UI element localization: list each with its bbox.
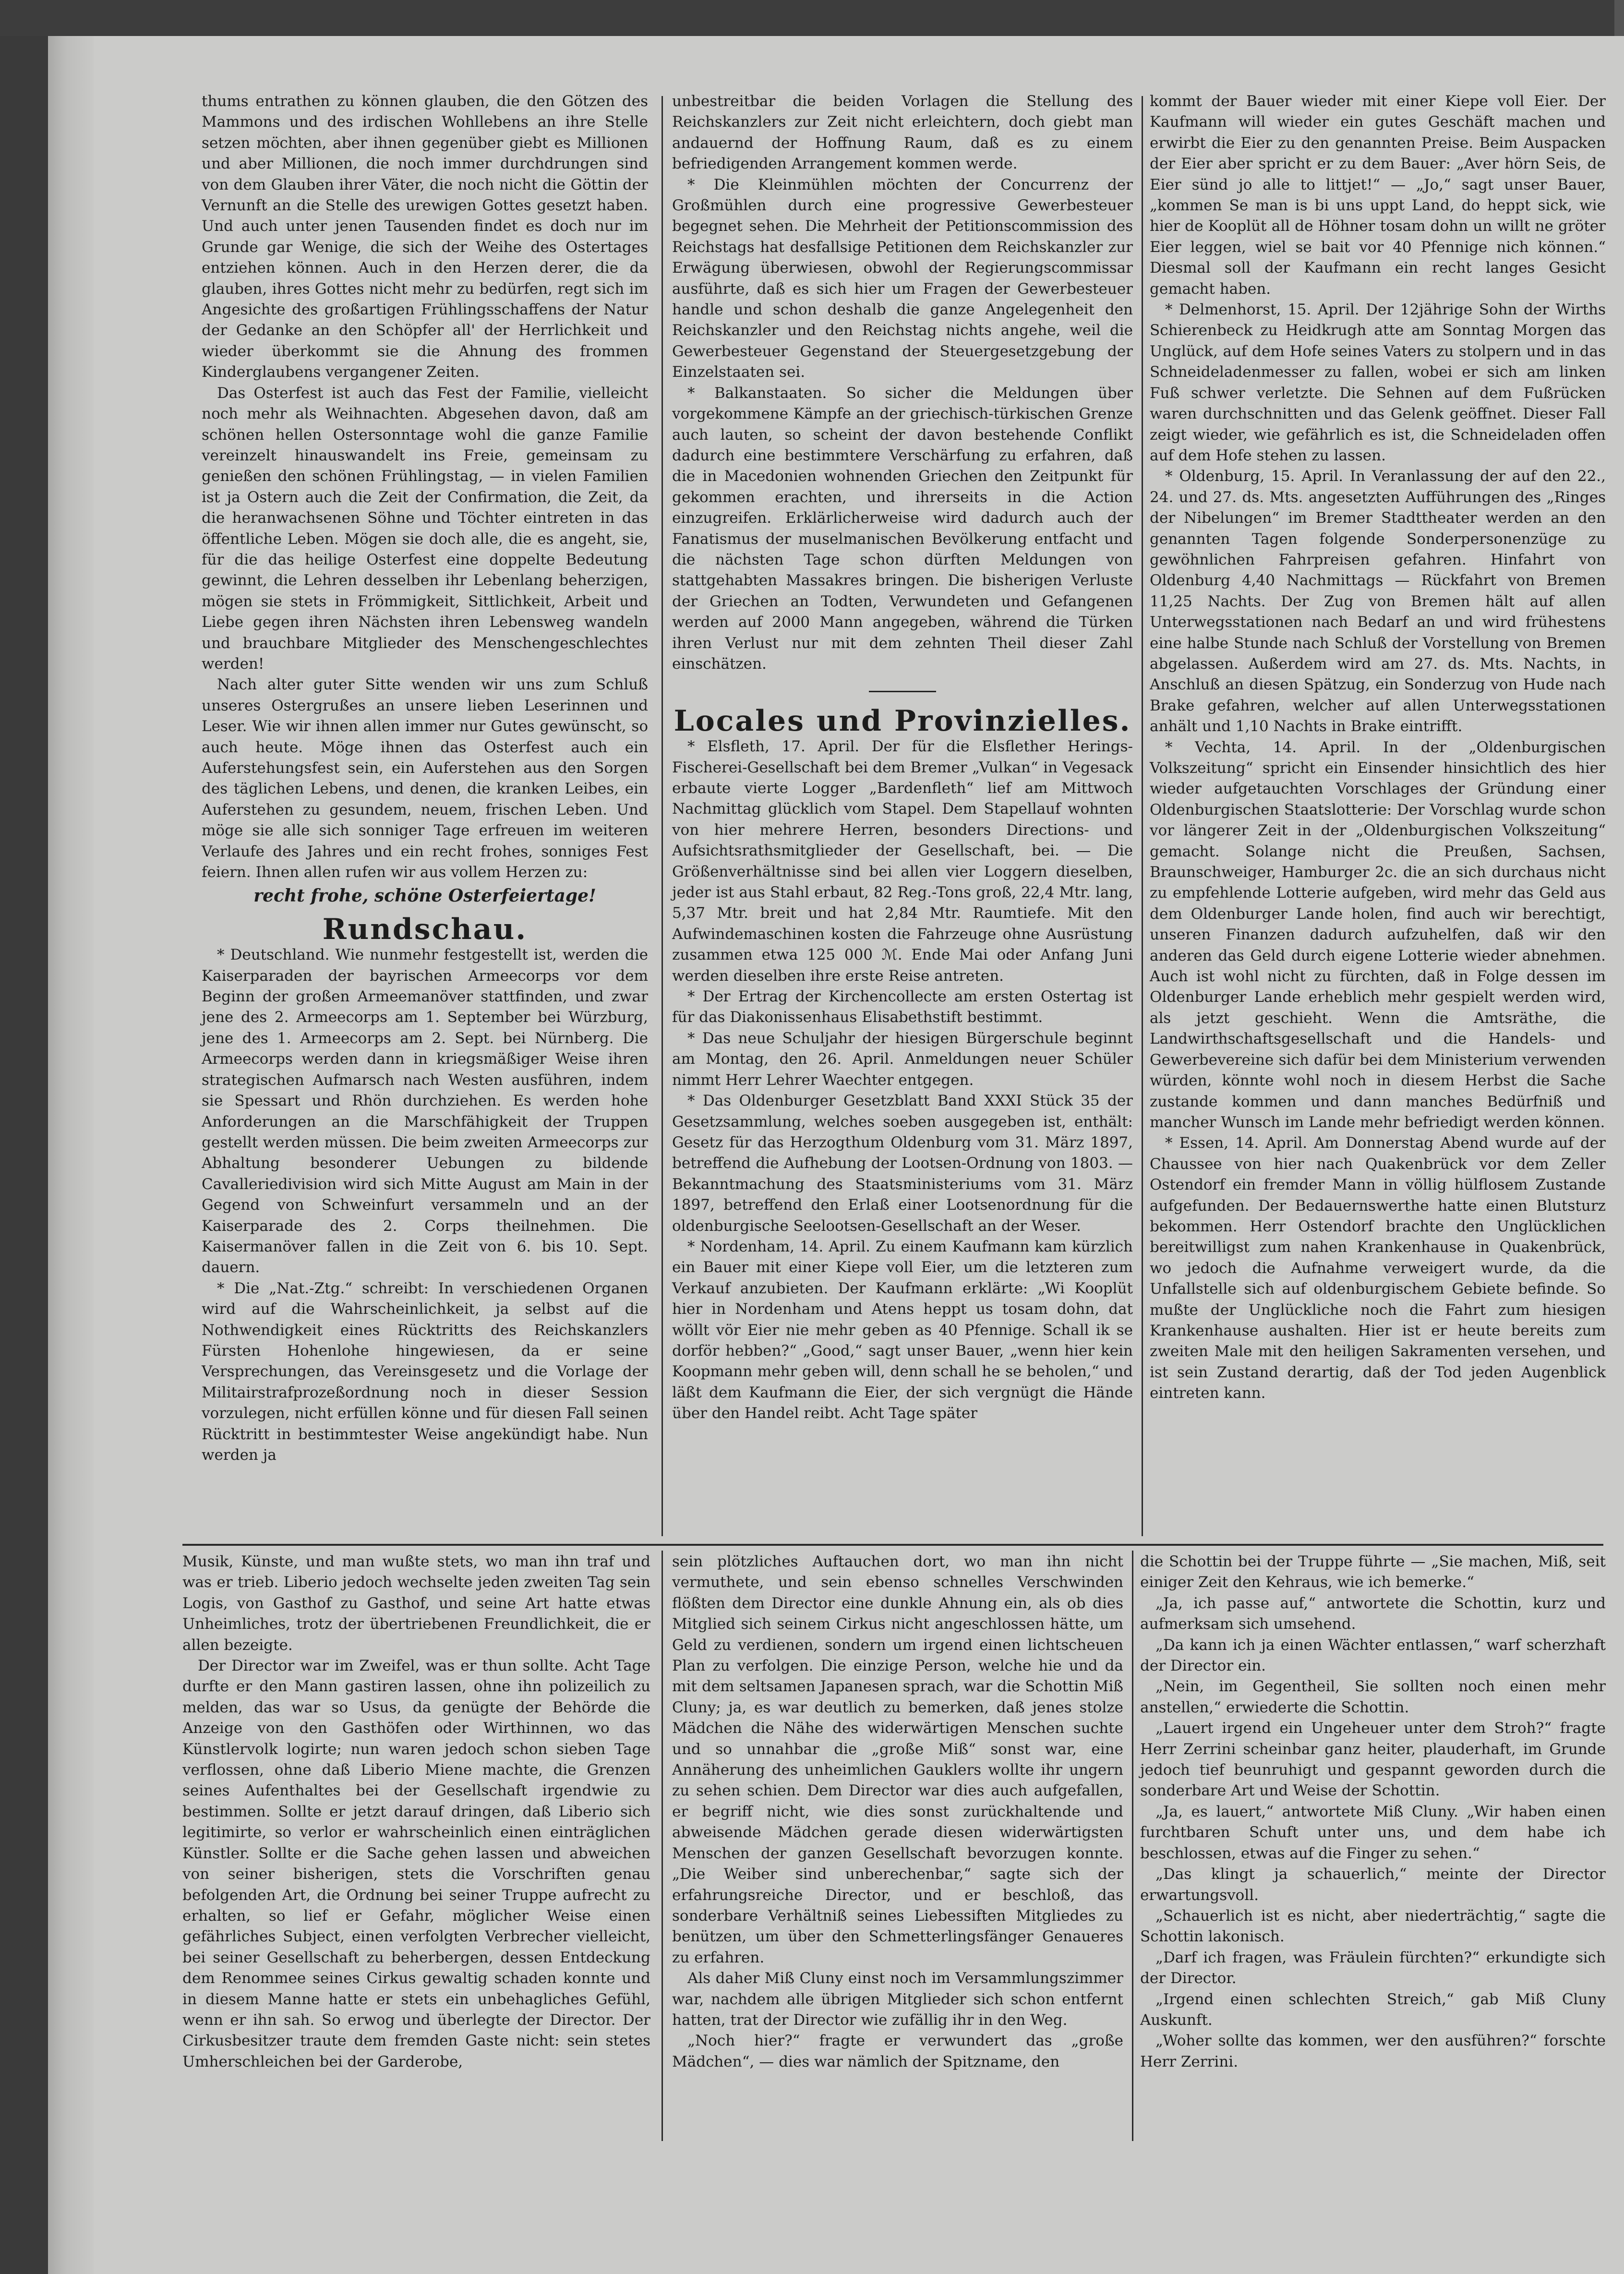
- article-paragraph: Nach alter guter Sitte wenden wir uns zum Schluß unseres Ostergrußes an unsere lieben Leserinnen und Leser. Wie wir ihnen allen immer nur Gutes gewünscht, so auch heute. Möge ihnen das Osterfest auch ein Auferstehungsfest sein, ein Auferstehen aus den Sorgen des täglichen Lebens, und denen, die kranken Leibes, ein Auferstehen zu gesundem, neuem, frischen Leben. Und möge sie alle sich sonniger Tage erfreuen im weiteren Verlaufe des Jahres und ein recht frohes, sonniges Fest feiern. Ihnen allen rufen wir aus vollem Herzen zu:: [202, 676, 648, 881]
- article-paragraph: Das Osterfest ist auch das Fest der Familie, vielleicht noch mehr als Weihnachten. Abgesehen davon, daß am schönen hellen Ostersonntage wohl die ganze Familie vereinzelt hinauswandelt ins Freie, gemeinsam zu genießen den schönen Frühlingstag, — in vielen Familien ist ja Ostern auch die Zeit der Confirmation, die Zeit, da die heranwachsenen Söhne und Töchter eintreten in das öffentliche Leben. Mögen sie doch alle, die es angeht, sie, für die das heilige Osterfest eine doppelte Bedeutung gewinnt, die Lehren desselben ihr Lebenlang beherzigen, mögen sie stets in Frömmigkeit, Sittlichkeit, Arbeit und Liebe gegen ihren Nächsten ihren Lebensweg wandeln und brauchbare Mitglieder des Menschengeschlechtes werden!: [202, 384, 648, 673]
- section-heading-locales: Locales und Provinzielles.: [674, 704, 1131, 738]
- story-paragraph: Musik, Künste, und man wußte stets, wo man ihn traf und was er trieb. Liberio jedoch wechselte jeden zweiten Tag sein Logis, von Gasthof zu Gasthof, und seine Art hatte etwas Unheimliches, trotz der übertriebenen Freundlichkeit, die er allen bezeigte.: [182, 1553, 650, 1654]
- story-paragraph: die Schottin bei der Truppe führte — „Sie machen, Miß, seit einiger Zeit den Kehraus, wie ich bemerke.“: [1140, 1553, 1606, 1591]
- top-column-3: [1150, 91, 1606, 1404]
- top-column-2: [672, 91, 1133, 1424]
- divider: [672, 677, 1133, 698]
- story-paragraph: „Lauert irgend ein Ungeheuer unter dem Stroh?“ fragte Herr Zerrini scheinbar ganz heiter, plauderhaft, im Grunde jedoch tief beunruhigt und gespannt geworden durch die sonderbare Art und Weise der Schottin.: [1140, 1720, 1606, 1800]
- news-item: * Das neue Schuljahr der hiesigen Bürgerschule beginnt am Montag, den 26. April. Anmeldungen neuer Schüler nimmt Herr Lehrer Waechter entgegen.: [672, 1029, 1133, 1089]
- news-item: kommt der Bauer wieder mit einer Kiepe voll Eier. Der Kaufmann will wieder ein gutes Geschäft machen und erwirbt die Eier zu den genannten Preise. Beim Auspacken der Eier aber spricht er zu dem Bauer: „Aver hörn Seis, de Eier sünd jo alle to littjet!“ — „Jo,“ sagt unser Bauer, „kommen Se man is bi uns uppt Land, do heppt sick, wie hier de Kooplüt all de Höhner tosam dohn un willt ne gröter Eier leggen, wiel se bait vor 40 Pfennige nich können.“ Diesmal soll der Kaufmann ein recht langes Gesicht gemacht haben.: [1150, 93, 1606, 298]
- story-paragraph: „Woher sollte das kommen, wer den ausführen?“ forschte Herr Zerrini.: [1140, 2032, 1606, 2070]
- top-column-1: [202, 91, 648, 1466]
- story-paragraph: „Da kann ich ja einen Wächter entlassen,“ warf scherzhaft der Director ein.: [1140, 1636, 1606, 1675]
- news-item: * Elsfleth, 17. April. Der für die Elsflether Herings-Fischerei-Gesellschaft bei dem Bremer „Vulkan“ in Vegesack erbaute vierte Logger „Bardenfleth“ lief am Mittwoch Nachmittag glücklich vom Stapel. Dem Stapellauf wohnten von hier mehrere Herren, besonders Directions- und Aufsichtsrathsmitglieder der Gesellschaft, bei. — Die Größenverhältnisse sind bei allen vier Loggern dieselben, jeder ist aus Stahl erbaut, 82 Reg.-Tons groß, 22,4 Mtr. lang, 5,37 Mtr. breit und hat 2,84 Mtr. Raumtiefe. Mit den Aufwindemaschinen kosten die Fahrzeuge ohne Ausrüstung zusammen etwa 125 000 ℳ. Ende Mai oder Anfang Juni werden dieselben ihre erste Reise antreten.: [672, 738, 1133, 985]
- page-binding-shadow: [48, 36, 94, 2274]
- bottom-column-3: [1140, 1552, 1606, 2072]
- column-rule: [662, 96, 663, 1536]
- scan-top-border: [0, 0, 1624, 36]
- news-item: * Das Oldenburger Gesetzblatt Band XXXI Stück 35 der Gesetzsammlung, welches soeben ausgegeben ist, enthält: Gesetz für das Herzogthum Oldenburg vom 31. März 1897, betreffend die Aufhebung der Lootsen-Ordnung von 1803. — Bekanntmachung des Staatsministeriums vom 31. März 1897, betreffend den Erlaß einer Lootsenordnung für die oldenburgische Seelootsen-Gesellschaft an der Weser.: [672, 1092, 1133, 1235]
- easter-greeting: recht frohe, schöne Osterfeiertage!: [253, 886, 596, 906]
- news-item: * Vechta, 14. April. In der „Oldenburgischen Volkszeitung“ spricht ein Einsender hinsichtlich des hier wieder aufgetauchten Vorschlages der Gründung einer Oldenburgischen Staatslotterie: Der Vorschlag wurde schon vor längerer Zeit in der „Oldenburgischen Volkszeitung“ gemacht. Solange nicht die Preußen, Sachsen, Braunschweiger, Hamburger 2c. die an sich durchaus nicht zu empfehlende Lotterie aufgeben, wird mehr das Geld aus dem Oldenburger Lande holen, find auch wir berechtigt, unseren Finanzen dadurch aufzuhelfen, daß wir den anderen das Geld durch eigene Lotterie wieder abnehmen. Auch ist wohl nicht zu fürchten, daß in Folge dessen im Oldenburger Lande erheblich mehr gespielt werden wird, als jetzt geschieht. Wenn die Amtsräthe, die Landwirthschaftsgesellschaft und die Handels- und Gewerbevereine sich dafür bei dem Ministerium verwenden würden, könnte wohl noch in diesem Herbst die Sache zustande kommen und dann manches Bedürfniß und mancher Wunsch im Lande mehr befriedigt werden können.: [1150, 738, 1606, 1131]
- news-item: * Essen, 14. April. Am Donnerstag Abend wurde auf der Chaussee von hier nach Quakenbrück vor dem Zeller Ostendorf ein fremder Mann in völlig hülflosem Zustande aufgefunden. Der Bedauernswerthe hatte einen Blutsturz bekommen. Herr Ostendorf brachte den Unglücklichen bereitwilligst zum nahen Krankenhause in Quakenbrück, wo jedoch die Aufnahme verweigert wurde, da die Unfallstelle sich auf oldenburgischem Gebiete befinde. So mußte der Unglückliche noch die Fahrt zum hiesigen Krankenhause aushalten. Hier ist er heute bereits zum zweiten Male mit den heiligen Sakramenten versehen, und ist sein Zustand derartig, daß der Tod jeden Augenblick eintreten kann.: [1150, 1134, 1606, 1402]
- news-item: * Balkanstaaten. So sicher die Meldungen über vorgekommene Kämpfe an der griechisch-türkischen Grenze auch lauten, so scheint der davon bestehende Conflikt dadurch eine bestimmtere Verschärfung zu erfahren, daß die in Macedonien wohnenden Griechen den Zeitpunkt für gekommen erachten, und ihrerseits in die Action einzugreifen. Erklärlicherweise wird dadurch auch der Fanatismus der muselmanischen Bevölkerung entfacht und die nächsten Tage schon dürften Meldungen von stattgehabten Massakres bringen. Die bisherigen Verluste der Griechen an Todten, Verwundeten und Gefangenen werden auf 2000 Mann angegeben, während die Türken ihren Verlust nur mit dem zehnten Theil dieser Zahl einschätzen.: [672, 384, 1133, 673]
- article-paragraph: thums entrathen zu können glauben, die den Götzen des Mammons und des irdischen Wohllebens an ihre Stelle setzen möchten, aber ihnen gegenüber giebt es Millionen und aber Millionen, die noch immer durchdrungen sind von dem Glauben ihrer Väter, die noch nicht die Göttin der Vernunft an die Stelle des urewigen Gottes gesetzt haben. Und auch unter jenen Tausenden findet es doch nur im Grunde gar Wenige, die sich der Weihe des Ostertages entziehen können. Auch in den Herzen derer, die da glauben, ihres Gottes nicht mehr zu bedürfen, regt sich im Angesichte des großartigen Frühlingsschaffens der Natur der Gedanke an den Schöpfer all' der Herrlichkeit und wieder überkommt sie die Ahnung des frommen Kinderglaubens vergangener Zeiten.: [202, 93, 648, 381]
- section-separator: [182, 1544, 1603, 1546]
- story-paragraph: „Nein, im Gegentheil, Sie sollten noch einen mehr anstellen,“ erwiederte die Schottin.: [1140, 1678, 1606, 1716]
- story-paragraph: „Ja, es lauert,“ antwortete Miß Cluny. „Wir haben einen furchtbaren Schuft unter uns, und dem habe ich beschlossen, etwas auf die Finger zu sehen.“: [1140, 1803, 1606, 1862]
- story-paragraph: „Schauerlich ist es nicht, aber niederträchtig,“ sagte die Schottin lakonisch.: [1140, 1907, 1606, 1946]
- story-paragraph: Der Director war im Zweifel, was er thun sollte. Acht Tage durfte er den Mann gastiren lassen, ohne ihn polizeilich zu melden, das war so Usus, da genügte der Behörde die Anzeige von den Gasthöfen oder Wirthinnen, wo das Künstlervolk logirte; nun waren jedoch schon sieben Tage verflossen, ohne daß Liberio Miene machte, die Grenzen seines Aufenthaltes bei der Gesellschaft irgendwie zu bestimmen. Sollte er jetzt darauf dringen, daß Liberio sich legitimirte, so verlor er wahrscheinlich einen einträglichen Künstler. Sollte er die Sache gehen lassen und abweichen von seiner bisherigen, stets die Vorschriften genau befolgenden Art, die Ordnung bei seiner Truppe aufrecht zu erhalten, so lief er Gefahr, möglicher Weise einen gefährliches Subject, einen verfolgten Verbrecher vielleicht, bei seiner Gesellschaft zu beherbergen, dessen Entdeckung dem Renommee seines Cirkus gewaltig schaden konnte und in diesem Manne hatte er stets ein unbehagliches Gefühl, wenn er ihn sah. So erwog und überlegte der Director. Der Cirkusbesitzer traute dem fremden Gaste nicht: sein stetes Umherschleichen bei der Garderobe,: [182, 1657, 650, 2070]
- story-paragraph: sein plötzliches Auftauchen dort, wo man ihn nicht vermuthete, und sein ebenso schnelles Verschwinden flößten dem Director eine dunkle Ahnung ein, als ob dies Mitglied sich seinem Cirkus nicht angeschlossen hätte, um Geld zu verdienen, sondern um irgend einen lichtscheuen Plan zu verfolgen. Die einzige Person, welche hie und da mit dem seltsamen Japanesen sprach, war die Schottin Miß Cluny; ja, es war deutlich zu bemerken, daß jenes stolze Mädchen die Nähe des widerwärtigen Menschen suchte und so unnahbar die „große Miß“ sonst war, eine Annäherung des unheimlichen Gauklers wollte ihr ungern zu sehen schien. Dem Director war dies auch aufgefallen, er begriff nicht, wie dies sonst zurückhaltende und abweisende Mädchen gerade diesen widerwärtigsten Menschen der ganzen Gesellschaft bevorzugen konnte. „Die Weiber sind unberechenbar,“ sagte sich der erfahrungsreiche Director, und er beschloß, das sonderbare Verhältniß seines Liebessiften Mitgliedes zu benützen, um über den Schmetterlingsfänger Genaueres zu erfahren.: [672, 1553, 1123, 1966]
- news-item: * Delmenhorst, 15. April. Der 12jährige Sohn der Wirths Schierenbeck zu Heidkrugh atte am Sonntag Morgen das Unglück, auf dem Hofe seines Vaters zu stolpern und in das Schneideladenmesser zu fallen, wobei er sich am linken Fuß schwer verletzte. Die Sehnen auf dem Fußrücken waren durchschnitten und das Gelenk geöffnet. Dieser Fall zeigt wieder, wie gefährlich es ist, die Schneideladen offen auf dem Hofe stehen zu lassen.: [1150, 301, 1606, 464]
- bottom-column-1: [182, 1552, 650, 2072]
- section-heading-rundschau: Rundschau.: [322, 912, 528, 946]
- news-item: * Nordenham, 14. April. Zu einem Kaufmann kam kürzlich ein Bauer mit einer Kiepe voll Eier, um die letzteren zum Verkauf anzubieten. Der Kaufmann erklärte: „Wi Kooplüt hier in Nordenham und Atens heppt us tosam dohn, dat wöllt vör Eier nie mehr geben as 40 Pfennige. Schall ik se dorför hebben?“ „Good,“ sagt unser Bauer, „wenn hier kein Koopmann mehr geben will, denn schall he se beholen,“ und läßt dem Kaufmann die Eier, der sich vergnügt die Hände über den Handel reibt. Acht Tage später: [672, 1238, 1133, 1422]
- news-item: * Deutschland. Wie nunmehr festgestellt ist, werden die Kaiserparaden der bayrischen Armeecorps vor dem Beginn der großen Armeemanöver stattfinden, und zwar jene des 2. Armeecorps am 1. September bei Würzburg, jene des 1. Armeecorps am 2. Sept. bei Nürnberg. Die Armeecorps werden dann in kriegsmäßiger Weise ihren strategischen Aufmarsch nach Westen ausführen, indem sie Spessart und Rhön durchziehen. Es werden hohe Anforderungen an die Marschfähigkeit der Truppen gestellt werden müssen. Die beim zweiten Armeecorps zur Abhaltung besonderer Uebungen zu bildende Cavalleriedivision wird sich Mitte August am Main in der Gegend von Schweinfurt versammeln und an der Kaiserparade des 2. Corps theilnehmen. Die Kaisermanöver fallen in die Zeit von 6. bis 10. Sept. dauern.: [202, 946, 648, 1276]
- bottom-column-2: [672, 1552, 1123, 2072]
- news-item: * Oldenburg, 15. April. In Veranlassung der auf den 22., 24. und 27. ds. Mts. angesetzten Aufführungen des „Ringes der Nibelungen“ im Bremer Stadttheater werden an den genannten Tagen folgende Sonderpersonenzüge zu gewöhnlichen Fahrpreisen gefahren. Hinfahrt von Oldenburg 4,40 Nachmittags — Rückfahrt von Bremen 11,25 Nachts. Der Zug von Bremen hält auf allen Unterwegsstationen nach Bedarf an und wird frühestens eine halbe Stunde nach Schluß der Vorstellung von Bremen abgelassen. Außerdem wird am 27. ds. Mts. Nachts, in Anschluß an diesen Spätzug, ein Sonderzug von Hude nach Brake gefahren, welcher auf allen Unterwegsstationen anhält und 1,10 Nachts in Brake eintrifft.: [1150, 468, 1606, 735]
- news-item: unbestreitbar die beiden Vorlagen die Stellung des Reichskanzlers zur Zeit nicht erleichtern, doch giebt man andauernd der Hoffnung Raum, daß es zu einem befriedigenden Arrangement kommen werde.: [672, 93, 1133, 173]
- news-item: * Die „Nat.-Ztg.“ schreibt: In verschiedenen Organen wird auf die Wahrscheinlichkeit, ja selbst auf die Nothwendigkeit eines Rücktritts des Reichskanzlers Fürsten Hohenlohe hingewiesen, da er seine Versprechungen, das Vereinsgesetz und die Vorlage der Militairstrafprozeßordnung noch in dieser Session vorzulegen, nicht erfüllen könne und für diesen Fall seinen Rücktritt in bestimmtester Weise angekündigt habe. Nun werden ja: [202, 1279, 648, 1464]
- story-paragraph: Als daher Miß Cluny einst noch im Versammlungszimmer war, nachdem alle übrigen Mitglieder sich schon entfernt hatten, trat der Director wie zufällig ihr in den Weg.: [672, 1970, 1123, 2029]
- story-paragraph: „Darf ich fragen, was Fräulein fürchten?“ erkundigte sich der Director.: [1140, 1949, 1606, 1987]
- column-rule: [1142, 96, 1143, 1536]
- column-rule: [662, 1551, 663, 2141]
- news-item: * Der Ertrag der Kirchencollecte am ersten Ostertag ist für das Diakonissenhaus Elisabethstift bestimmt.: [672, 988, 1133, 1026]
- story-paragraph: „Noch hier?“ fragte er verwundert das „große Mädchen“, — dies war nämlich der Spitzname, den: [672, 2032, 1123, 2070]
- column-rule: [1132, 1551, 1133, 2141]
- story-paragraph: „Irgend einen schlechten Streich,“ gab Miß Cluny Auskunft.: [1140, 1990, 1606, 2029]
- story-paragraph: „Das klingt ja schauerlich,“ meinte der Director erwartungsvoll.: [1140, 1865, 1606, 1904]
- news-item: * Die Kleinmühlen möchten der Concurrenz der Großmühlen durch eine progressive Gewerbesteuer begegnet sehen. Die Mehrheit der Petitionscommission des Reichstags hat desfallsige Petitionen dem Reichskanzler zur Erwägung überwiesen, obwohl der Regierungscommissar ausführte, daß es sich hier um Fragen der Gewerbesteuer handle und schon deshalb die ganze Angelegenheit den Reichskanzler und den Reichstag nichts angehe, weil die Gewerbesteuer Gegenstand der Steuergesetzgebung der Einzelstaaten sei.: [672, 176, 1133, 381]
- story-paragraph: „Ja, ich passe auf,“ antwortete die Schottin, kurz und aufmerksam sich umsehend.: [1140, 1594, 1606, 1633]
